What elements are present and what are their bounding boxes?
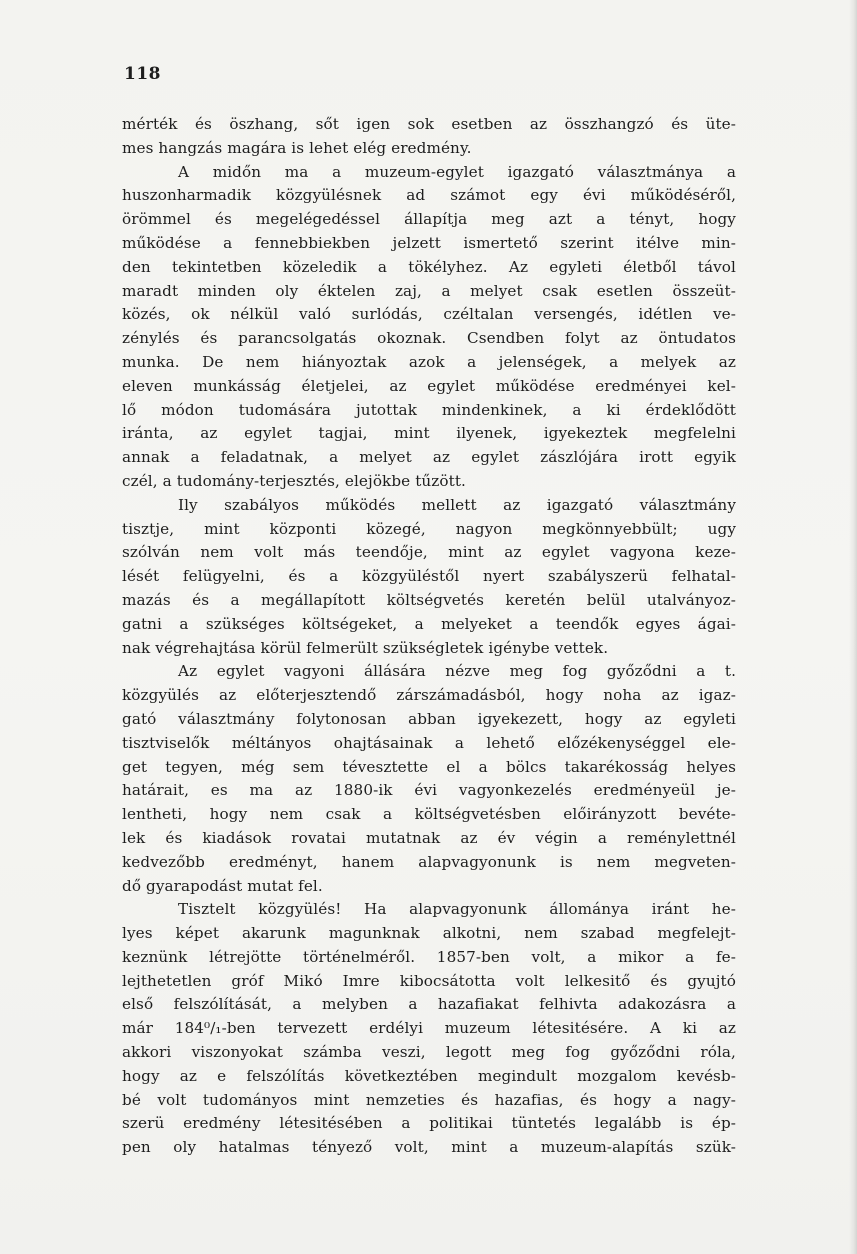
text-line: örömmel és megelégedéssel állapítja meg azt a tényt, hogy — [122, 210, 736, 229]
text-line: szerü eredmény létesitésében a politikai tüntetés legalább is ép- — [122, 1114, 736, 1133]
text-line: akkori viszonyokat számba veszi, legott meg fog győződni róla, — [122, 1043, 736, 1062]
text-line: A midőn ma a muzeum-egylet igazgató választmánya a — [178, 162, 736, 181]
text-line: dő gyarapodást mutat fel. — [122, 876, 323, 895]
text-line: pen oly hatalmas tényező volt, mint a muzeum-alapítás szük- — [122, 1138, 736, 1157]
text-line: hogy az e felszólítás következtében megindult mozgalom kevésb- — [122, 1066, 736, 1085]
page-number: 118 — [124, 64, 161, 84]
text-line: mazás és a megállapított költségvetés keretén belül utalványoz- — [122, 590, 736, 609]
text-line: gató választmány folytonosan abban igyekezett, hogy az egyleti — [122, 709, 736, 728]
text-line: tisztje, mint központi közegé, nagyon megkönnyebbült; ugy — [122, 519, 736, 538]
text-line: lő módon tudomására jutottak mindenkinek, a ki érdeklődött — [122, 400, 736, 419]
text-line: már 184⁰/₁-ben tervezett erdélyi muzeum létesitésére. A ki az — [122, 1019, 736, 1038]
text-line: Tisztelt közgyülés! Ha alapvagyonunk állománya iránt he- — [178, 900, 736, 919]
text-line: Az egylet vagyoni állására nézve meg fog győződni a t. — [178, 662, 736, 681]
text-line: lentheti, hogy nem csak a költségvetésben előirányzott bevéte- — [122, 805, 736, 824]
text-line: nak végrehajtása körül felmerült szükségletek igénybe vettek. — [122, 638, 609, 657]
text-line: zénylés és parancsolgatás okoznak. Csendben folyt az öntudatos — [122, 329, 736, 348]
text-line: szólván nem volt más teendője, mint az egylet vagyona keze- — [122, 543, 736, 562]
text-line: get tegyen, még sem tévesztette el a bölcs takarékosság helyes — [122, 757, 736, 776]
text-line: huszonharmadik közgyülésnek ad számot egy évi működéséről, — [122, 186, 736, 205]
text-line: működése a fennebbiekben jelzett ismertető szerint itélve min- — [122, 233, 736, 252]
text-line: mes hangzás magára is lehet elég eredmény. — [122, 138, 472, 157]
text-line: bé volt tudományos mint nemzeties és hazafias, és hogy a nagy- — [122, 1090, 736, 1109]
text-line: annak a feladatnak, a melyet az egylet zászlójára irott egyik — [122, 448, 736, 467]
text-line: első felszólítását, a melyben a hazafiakat felhivta adakozásra a — [122, 995, 736, 1014]
text-line: lyes képet akarunk magunknak alkotni, nem szabad megfelejt- — [122, 924, 736, 943]
text-line: gatni a szükséges költségeket, a melyeket a teendők egyes ágai- — [122, 614, 736, 633]
body-text — [122, 113, 736, 1160]
text-line: maradt minden oly éktelen zaj, a melyet csak esetlen összeüt- — [122, 281, 736, 300]
text-line: czél, a tudomány-terjesztés, elejökbe tűzött. — [122, 471, 466, 490]
text-line: munka. De nem hiányoztak azok a jelenségek, a melyek az — [122, 352, 736, 371]
text-line: közés, ok nélkül való surlódás, czéltalan versengés, idétlen ve- — [122, 305, 736, 324]
text-line: den tekintetben közeledik a tökélyhez. Az egyleti életből távol — [122, 257, 736, 276]
text-line: lését felügyelni, és a közgyüléstől nyert szabályszerü felhatal- — [122, 567, 736, 586]
text-line: iránta, az egylet tagjai, mint ilyenek, igyekeztek megfelelni — [122, 424, 736, 443]
text-line: Ily szabályos működés mellett az igazgató választmány — [178, 495, 736, 514]
text-line: eleven munkásság életjelei, az egylet működése eredményei kel- — [122, 376, 736, 395]
text-line: kedvezőbb eredményt, hanem alapvagyonunk is nem megveten- — [122, 852, 736, 871]
text-line: tisztviselők méltányos ohajtásainak a lehető előzékenységgel ele- — [122, 733, 736, 752]
text-line: lejthetetlen gróf Mikó Imre kibocsátotta volt lelkesitő és gyujtó — [122, 971, 736, 990]
text-line: lek és kiadások rovatai mutatnak az év végin a reménylettnél — [122, 828, 736, 847]
text-line: határait, es ma az 1880-ik évi vagyonkezelés eredményeül je- — [122, 781, 736, 800]
text-line: mérték és öszhang, sőt igen sok esetben az összhangzó és üte- — [122, 115, 736, 133]
page-edge-shadow — [849, 0, 857, 1254]
text-line: közgyülés az előterjesztendő zárszámadásból, hogy noha az igaz- — [122, 686, 736, 705]
text-line: keznünk létrejötte történelméről. 1857-ben volt, a mikor a fe- — [122, 947, 736, 966]
